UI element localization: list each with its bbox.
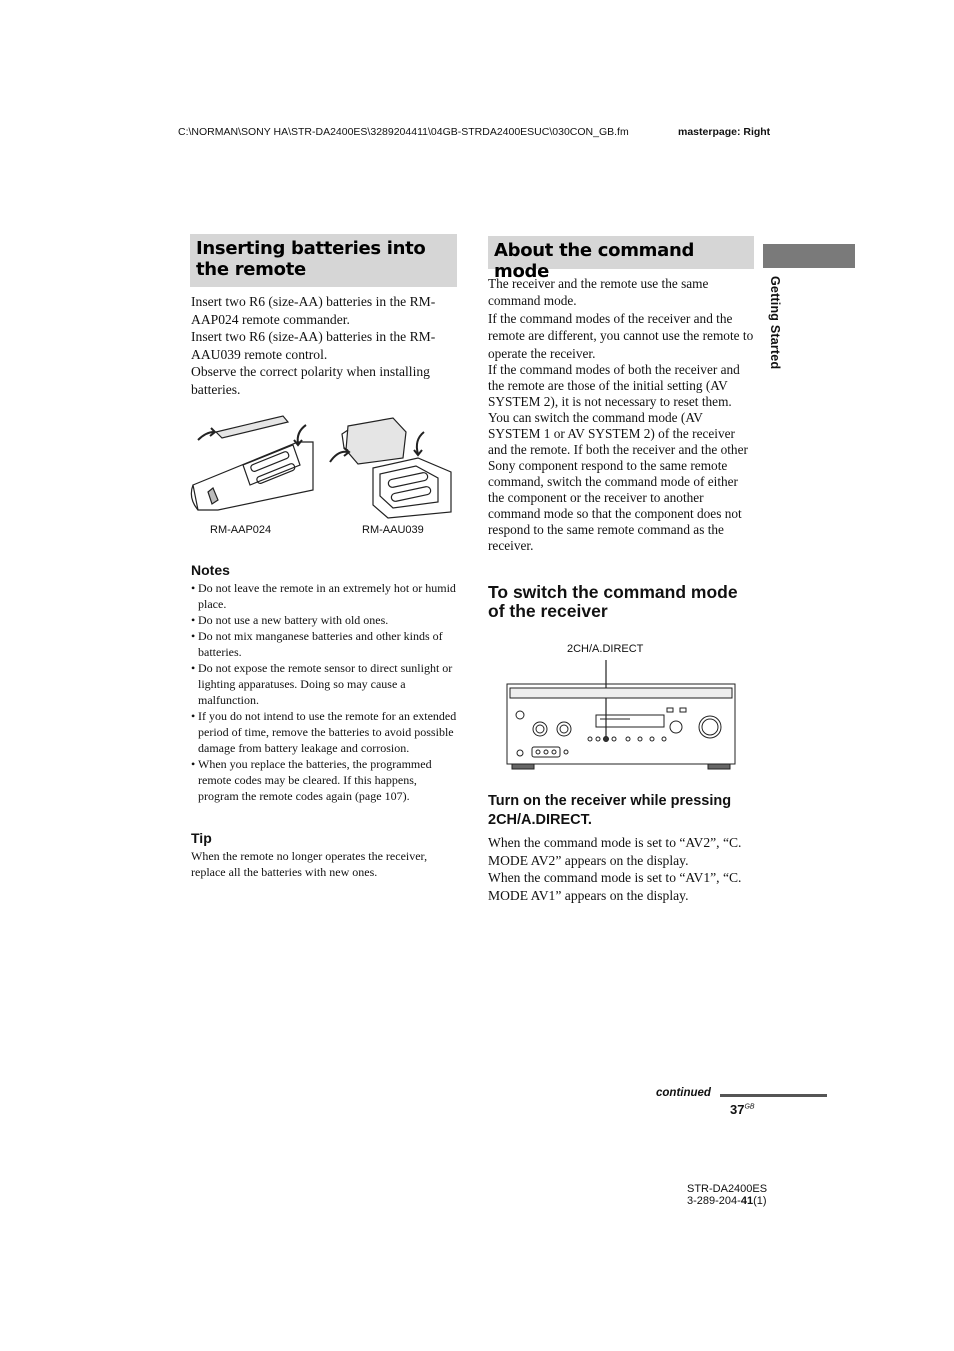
page-number bbox=[730, 1102, 755, 1117]
page-suffix: GB bbox=[744, 1103, 755, 1111]
list-item: • Do not expose the remote sensor to direct sunlight or lighting apparatuses. Doing so may cause a malfunction. bbox=[191, 660, 457, 708]
masterpage-label: masterpage: Right bbox=[678, 126, 771, 138]
paragraph: When the command mode is set to “AV2”, “C. MODE AV2” appears on the display. bbox=[488, 835, 742, 868]
code-suffix: (1) bbox=[753, 1195, 767, 1207]
receiver-front-panel-illustration bbox=[500, 655, 745, 773]
step-body bbox=[488, 834, 754, 904]
list-item: • Do not use a new battery with old ones. bbox=[191, 612, 457, 628]
paragraph: If the command modes of the receiver and the remote are different, you cannot use the remote to operate the receiver. bbox=[488, 310, 754, 361]
command-mode-body bbox=[488, 275, 754, 554]
paragraph: When the command mode is set to “AV1”, “C. MODE AV1” appears on the display. bbox=[488, 870, 742, 903]
model-number: STR-DA2400ES bbox=[687, 1183, 768, 1195]
section-title-command-mode: About the command mode bbox=[488, 236, 754, 269]
battery-cover-rm-aap024 bbox=[216, 416, 288, 438]
figure-label-2ch-adirect: 2CH/A.DIRECT bbox=[567, 643, 644, 655]
power-button bbox=[516, 711, 524, 719]
list-item: • Do not leave the remote in an extremely hot or humid place. bbox=[191, 580, 457, 612]
page-number-value: 37 bbox=[730, 1102, 745, 1117]
code-bold: 41 bbox=[740, 1195, 754, 1207]
paragraph: Observe the correct polarity when installing batteries. bbox=[191, 364, 430, 397]
tip-heading: Tip bbox=[191, 830, 212, 846]
file-path: C:\NORMAN\SONY HA\STR-DA2400ES\3289204411\04GB-STRDA2400ESUC\030CON_GB.fm bbox=[178, 126, 629, 138]
sound-field-knob bbox=[557, 722, 571, 736]
continued-rule bbox=[720, 1094, 827, 1097]
subheading-switch-mode: To switch the command mode of the receiver bbox=[488, 582, 738, 621]
paragraph: Insert two R6 (size-AA) batteries in the RM-AAP024 remote commander. bbox=[191, 294, 436, 327]
notes-list bbox=[191, 580, 457, 804]
batteries-intro bbox=[191, 293, 457, 399]
paragraph: Insert two R6 (size-AA) batteries in the RM-AAU039 remote control. bbox=[191, 329, 436, 362]
document-code bbox=[687, 1195, 767, 1207]
battery-cover-rm-aau039 bbox=[346, 418, 406, 464]
caption-rm-aap024: RM-AAP024 bbox=[210, 524, 272, 536]
paragraph: The receiver and the remote use the same command mode. bbox=[488, 276, 709, 309]
continued-label: continued bbox=[656, 1087, 711, 1099]
caption-rm-aau039: RM-AAU039 bbox=[362, 524, 424, 536]
step-heading: Turn on the receiver while pressing 2CH/A.DIRECT. bbox=[488, 793, 732, 828]
side-tab-bar bbox=[763, 244, 855, 268]
side-tab-label: Getting Started bbox=[768, 276, 782, 370]
list-item: • If you do not intend to use the remote for an extended period of time, remove the batteries to avoid possible damage from battery leakage and corrosion. bbox=[191, 708, 457, 756]
input-selector-knob bbox=[533, 722, 547, 736]
code-prefix: 3-289-204- bbox=[687, 1195, 741, 1207]
list-item: • Do not mix manganese batteries and other kinds of batteries. bbox=[191, 628, 457, 660]
tip-text: When the remote no longer operates the receiver, replace all the batteries with new ones. bbox=[191, 849, 428, 879]
paragraph: If the command modes of both the receiver and the remote are those of the initial setting (AV SYSTEM 2), it is not necessary to reset them. You can switch the command mode (AV SYSTEM 1 or AV SYSTEM 2) of the receiver and the remote. If both the receiver and the other Sony component respond to the same remote command, switch the command mode of either the component or the receiver to another command mode so that the component does not respond to the same remote command as the receiver. bbox=[488, 362, 748, 554]
list-item: • When you replace the batteries, the programmed remote codes may be cleared. If this happens, program the remote codes again (page 107). bbox=[191, 756, 457, 804]
battery-insertion-illustration bbox=[188, 410, 463, 520]
section-title-batteries: Inserting batteries into the remote bbox=[190, 234, 457, 287]
notes-heading: Notes bbox=[191, 562, 230, 578]
